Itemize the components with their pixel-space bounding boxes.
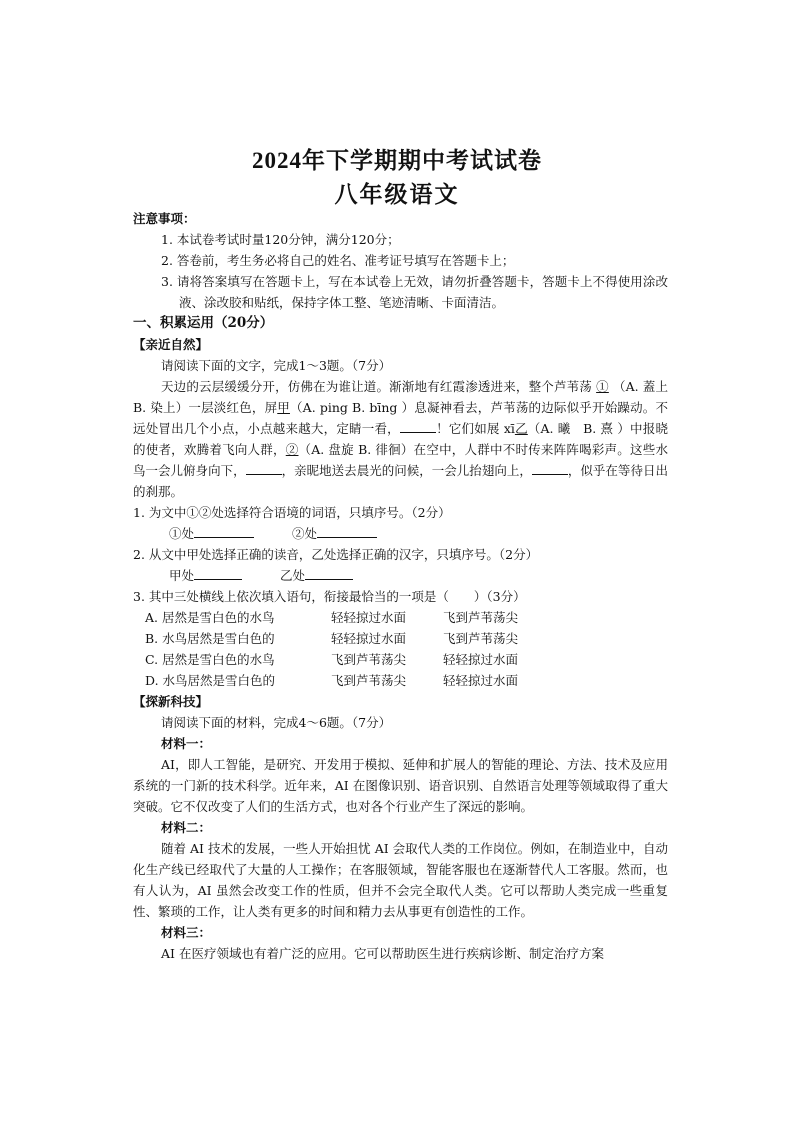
question-3 [133, 586, 668, 607]
answer-blank[interactable] [305, 565, 353, 580]
option-cell: A. 居然是雪白色的水鸟 [145, 610, 275, 625]
question-score: （ ）（3分） [436, 589, 526, 604]
blank-mark-2: ② [285, 442, 299, 457]
part-label-tech: 【探新科技】 [133, 694, 209, 709]
blank-mark-1: ① [596, 379, 609, 394]
option-cell: 飞到芦苇荡尖 [443, 631, 519, 646]
answer-blank[interactable] [317, 523, 377, 538]
part-instruction: 请阅读下面的材料，完成4～6题。（7分） [161, 715, 392, 730]
question-2: 2. 从文中甲处选择正确的读音，乙处选择正确的汉字，只填序号。（2分） [133, 547, 539, 562]
option-cell: 轻轻掠过水面 [443, 652, 519, 667]
option-cell: B. 水鸟居然是雪白色的 [145, 631, 275, 646]
blank-mark-jia: 甲 [277, 400, 290, 415]
notice-item: 3. 请将答案填写在答题卡上，写在本试卷上无效，请勿折叠答题卡，答题卡上不得使用涂改液、涂改胶和贴纸，保持字体工整、笔迹清晰、卡面清洁。 [161, 274, 668, 310]
passage-text: （A. 曦 B. 熹 ）中报晓的使者，欢腾着飞向人群， [133, 421, 668, 457]
part-label-nature: 【亲近自然】 [133, 337, 209, 352]
notice-item: 1. 本试卷考试时量120分钟，满分120分； [161, 232, 400, 247]
fill-blank [246, 460, 282, 475]
fill-blank [400, 418, 436, 433]
material-label: 材料三： [161, 925, 212, 940]
answer-blank[interactable] [194, 523, 254, 538]
answer-label: 甲处 [169, 568, 195, 583]
option-cell: 轻轻掠过水面 [331, 610, 407, 625]
passage-text: （A. 蓋上 B. 染上）一层淡红色，屏 [133, 379, 668, 415]
option-cell: 轻轻掠过水面 [443, 673, 519, 688]
material-text: 随着 AI 技术的发展，一些人开始担忧 AI 会取代人类的工作岗位。例如，在制造业中，自动化生产线已经取代了大量的人工操作；在客服领域，智能客服也在逐渐替代人工客服。然而，也有人认为，AI 虽然会改变工作的性质，但并不会完全取代人类。它可以帮助人类完成一些重复性、繁琐的工作，让人类有更多的时间和精力去从事更有创造性的工作。 [133, 841, 668, 919]
option-row[interactable] [133, 628, 668, 649]
answer-blank[interactable] [194, 565, 242, 580]
passage-text: （A. 盘旋 B. 徘徊）在空中，人群中不时传来阵阵喝彩声。这些水鸟一会儿俯身向下， [133, 442, 668, 478]
option-cell: 飞到芦苇荡尖 [331, 652, 407, 667]
option-row[interactable] [133, 649, 668, 670]
question-text: 3. 其中三处横线上依次填入语句，衔接最恰当的一项是 [133, 589, 437, 604]
answer-label: 乙处 [279, 568, 305, 583]
option-cell: 飞到芦苇荡尖 [443, 610, 519, 625]
passage-text: ，亲昵地送去晨光的问候，一会儿抬翅向上， [281, 463, 532, 478]
notice-heading: 注意事项： [133, 211, 196, 226]
passage-text: ，似乎在等待日出的刹那。 [133, 463, 668, 499]
answer-line-q2 [133, 565, 668, 586]
exam-content [133, 208, 668, 964]
section-heading: 一、积累运用（20分） [133, 315, 274, 331]
option-row[interactable] [133, 670, 668, 691]
passage-text: （A. ping B. bīng ）息凝神看去，芦苇荡的边际似乎开始躁动。不远处冒出几个小点，小点越来越大，定睛一看， [133, 400, 668, 436]
passage-text: 天边的云层缓缓分开，仿佛在为谁让道。渐渐地有红霞渗透进来，整个芦苇荡 [161, 379, 592, 394]
question-1: 1. 为文中①②处选择符合语境的词语，只填序号。（2分） [133, 505, 451, 520]
exam-subtitle: 八年级语文 [334, 182, 460, 207]
notice-item: 2. 答卷前，考生务必将自己的姓名、准考证号填写在答题卡上； [161, 253, 515, 268]
reading-passage [133, 376, 668, 502]
option-cell: 轻轻掠过水面 [331, 631, 407, 646]
passage-text: ！它们如展 xī [435, 421, 515, 436]
option-cell: 飞到芦苇荡尖 [331, 673, 407, 688]
material-label: 材料二： [161, 820, 212, 835]
exam-title: 2024年下学期期中考试试卷 [252, 148, 542, 173]
blank-mark-yi: 乙 [514, 421, 528, 436]
material-text: AI 在医疗领域也有着广泛的应用。它可以帮助医生进行疾病诊断、制定治疗方案 [161, 946, 604, 961]
answer-line-q1 [133, 523, 668, 544]
material-label: 材料一： [161, 736, 212, 751]
material-text: AI，即人工智能，是研究、开发用于模拟、延伸和扩展人的智能的理论、方法、技术及应用系统的一门新的技术科学。近年来，AI 在图像识别、语音识别、自然语言处理等领域取得了重大突破。它不仅改变了人们的生活方式，也对各个行业产生了深远的影响。 [133, 757, 668, 814]
option-cell: C. 居然是雪白色的水鸟 [145, 652, 275, 667]
option-cell: D. 水鸟居然是雪白色的 [145, 673, 276, 688]
part-instruction: 请阅读下面的文字，完成1～3题。（7分） [161, 358, 392, 373]
option-row[interactable] [133, 607, 668, 628]
answer-label: ①处 [169, 526, 195, 541]
fill-blank [532, 460, 568, 475]
answer-label: ②处 [291, 526, 317, 541]
option-list [133, 607, 668, 691]
